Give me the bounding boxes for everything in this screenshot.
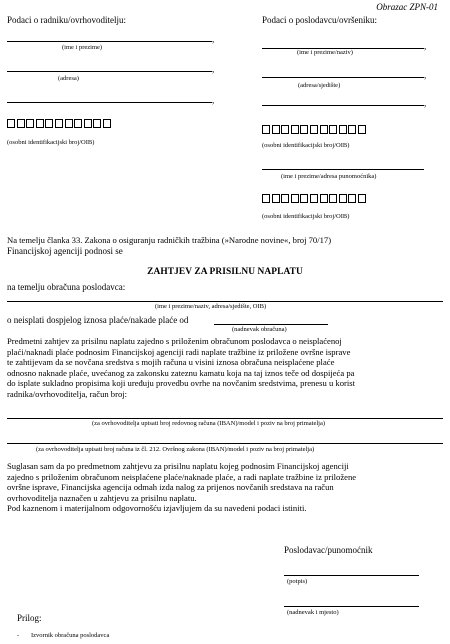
- regular-account-caption: (za ovrhovoditelja upisati broj redovnog računa (IBAN)/model i poziv na broj primatelja): [92, 420, 326, 427]
- worker-address-field[interactable]: [7, 71, 212, 72]
- employer-oib-boxes[interactable]: [262, 125, 368, 134]
- protected-account-caption: (za ovrhovoditelja upisati broj računa iz čl. 212. Ovršnog zakona (IBAN)/model i poziv na broj primatelja): [36, 446, 315, 453]
- employer-heading: Podaci o poslodavcu/ovršeniku:: [262, 15, 377, 25]
- main-paragraph-line: plaći/naknadi plaće podnosim Financijskoj agenciji radi naplate tražbine iz priložene ovršne isprave: [7, 346, 351, 357]
- document-title: ZAHTJEV ZA PRISILNU NAPLATU: [147, 267, 303, 277]
- regular-account-field[interactable]: [7, 418, 443, 419]
- protected-account-field[interactable]: [7, 443, 443, 444]
- attachment-label: Prilog:: [17, 613, 42, 623]
- main-paragraph-line: odnosno naknade plaće, uvećanog za zakonsku zateznu kamatu koja na taj iznos teče od dospijeća pa: [7, 367, 355, 378]
- liability-statement: Pod kaznenom i materijalnom odgovornošću izjavljujem da su navedeni podaci istiniti.: [7, 503, 307, 514]
- employer-name-caption: (ime i prezime/naziv): [297, 49, 353, 56]
- form-code: Obrazac ZPN-01: [376, 2, 438, 12]
- basis-label: na temelju obračuna poslodavca:: [7, 282, 126, 292]
- worker-name-field[interactable]: [7, 41, 212, 42]
- consent-line: ovrhovoditelja naznačen u zahtjevu za prisilnu naplatu.: [7, 492, 197, 503]
- unpaid-label: o neisplati dospjelog iznosa plaće/nakade plaće od: [7, 315, 189, 325]
- signature-field[interactable]: [284, 575, 419, 576]
- employer-oib-caption: (osobni identifikacijski broj/OIB): [262, 142, 350, 149]
- employer-address-field-2[interactable]: [262, 105, 424, 106]
- calculation-date-caption: (nadnevak obračuna): [232, 326, 287, 333]
- agent-oib-caption: (osobni identifikacijski broj/OIB): [262, 213, 350, 220]
- employer-address-comma: ,: [424, 70, 427, 80]
- date-place-field[interactable]: [284, 606, 419, 607]
- worker-address-comma-2: ,: [212, 95, 215, 105]
- agent-caption: (ime i prezime/adresa punomoćnika): [281, 173, 377, 180]
- agent-field[interactable]: [262, 169, 424, 170]
- main-paragraph-line: te zahtijevam da se novčana sredstva s mojih računa u visini iznosa obračuna neisplaćene plaće: [7, 357, 335, 368]
- attachment-item: Izvornik obračuna poslodavca: [31, 632, 110, 639]
- date-place-caption: (nadnevak i mjesto): [287, 609, 339, 616]
- attachment-bullet: -: [17, 632, 20, 639]
- employer-address-comma-2: ,: [424, 98, 427, 108]
- main-paragraph-line: do isplate sukladno propisima koji uređuju provedbu ovrhe na novčanim sredstvima, prenesu u korist: [7, 378, 355, 389]
- worker-address-field-2[interactable]: [7, 102, 212, 103]
- worker-name-comma: ,: [212, 34, 215, 44]
- agent-oib-boxes[interactable]: [262, 194, 368, 203]
- employer-address-caption: (adresa/sjedište): [298, 82, 341, 89]
- worker-address-comma: ,: [212, 64, 215, 74]
- main-paragraph: [7, 336, 443, 400]
- employer-details-caption: (ime i prezime/naziv, adresa/sjedište, OIB): [155, 303, 267, 310]
- intro-line-1: Na temelju članka 33. Zakona o osiguranju radničkih tražbina (»Narodne novine«, broj 70/17): [7, 235, 332, 245]
- main-paragraph-line: radnika/ovrhovoditelja, račun broj:: [7, 388, 128, 399]
- worker-heading: Podaci o radniku/ovrhovoditelju:: [7, 15, 126, 25]
- signature-caption: (potpis): [287, 578, 308, 585]
- consent-line: Suglasan sam da po predmetnom zahtjevu za prisilnu naplatu kojeg podnosim Financijskoj agenciji: [7, 461, 349, 471]
- worker-oib-boxes[interactable]: [7, 119, 113, 128]
- worker-oib-caption: (osobni identifikacijski broj/OIB): [7, 139, 95, 146]
- intro-line-2: Financijskoj agenciji podnosi se: [7, 246, 123, 256]
- consent-paragraph: [7, 461, 443, 514]
- consent-line: zajedno s priloženim obračunom neisplaćene plaće/naknade plaće, a radi naplate tražbine iz priložene: [7, 471, 357, 482]
- signer-label: Poslodavac/punomoćnik: [284, 545, 373, 555]
- worker-name-caption: (ime i prezime): [62, 44, 103, 51]
- employer-name-comma: ,: [424, 41, 427, 51]
- consent-line: ovršne isprave, Financijska agencija odmah izda nalog za prijenos novčanih sredstava na račun: [7, 482, 334, 493]
- employer-address-field[interactable]: [262, 77, 424, 78]
- worker-address-caption: (adresa): [58, 75, 79, 82]
- employer-details-field[interactable]: [7, 301, 443, 302]
- calculation-date-field[interactable]: [214, 324, 328, 325]
- main-paragraph-line: Predmetni zahtjev za prisilnu naplatu zajedno s priloženim obračunom poslodavca o neisplaćenoj: [7, 336, 342, 346]
